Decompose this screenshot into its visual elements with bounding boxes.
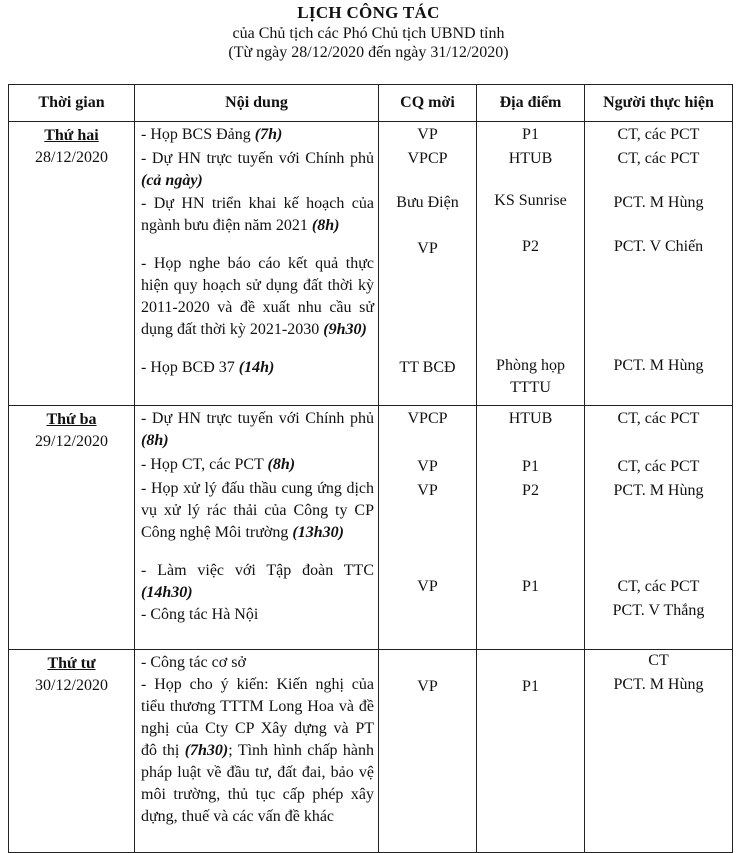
person-value: PCT. V Thắng [612,602,705,619]
content-cell [135,122,379,406]
place-cell [477,406,585,650]
day-cell [9,122,135,406]
person-value: CT, các PCT [617,410,700,427]
org-cell [379,406,477,650]
list-item: - Họp xử lý đấu thầu cung ứng dịch vụ xử lý rác thải của Công ty CP Công nghệ Môi trường (13h30) [141,480,374,541]
list-item: - Công tác cơ sở [141,654,246,671]
place-value: P2 [522,238,539,255]
org-cell [379,122,477,406]
list-item: - Họp BCĐ 37 (14h) [141,359,275,376]
person-value: PCT. M Hùng [613,482,704,499]
content-cell [135,406,379,650]
document-subtitle: của Chủ tịch các Phó Chủ tịch UBND tỉnh [232,25,505,42]
person-value: CT, các PCT [617,126,700,143]
place-value: Phòng họp [496,357,565,374]
table-row [9,122,733,406]
person-value: PCT. M Hùng [613,357,704,374]
list-item: - Họp CT, các PCT (8h) [141,456,296,473]
place-value: HTUB [508,150,553,167]
list-item: - Công tác Hà Nội [141,606,259,623]
person-value: PCT. M Hùng [613,194,704,211]
list-item: - Dự HN trực tuyến với Chính phủ (cả ngày) [141,150,374,189]
day-name: Thứ hai [44,127,99,144]
person-cell [585,122,733,406]
list-item: - Họp BCS Đảng (7h) [141,126,283,143]
list-item: - Dự HN trực tuyến với Chính phủ (8h) [141,410,374,449]
content-cell [135,650,379,853]
person-value: CT, các PCT [617,578,700,595]
org-value: VPCP [407,150,448,167]
place-cell [477,650,585,853]
place-value: TTTU [510,379,551,396]
day-name: Thứ ba [46,411,97,428]
day-date: 30/12/2020 [35,677,108,694]
list-item: - Dự HN triển khai kế hoạch của ngành bưu điện năm 2021 (8h) [141,195,374,234]
place-value: P1 [522,678,539,695]
place-value: P1 [522,458,539,475]
person-value: CT, các PCT [617,150,700,167]
org-value: VP [417,578,438,595]
org-value: VP [417,482,438,499]
header-row [9,85,733,122]
table-row [9,406,733,650]
column-header-person: Người thực hiện [585,85,733,122]
place-value: P2 [522,482,539,499]
org-value: VP [417,126,438,143]
column-header-content: Nội dung [135,85,379,122]
person-value: CT [648,652,669,669]
list-item: - Họp nghe báo cáo kết quả thực hiện quy hoạch sử dụng đất thời kỳ 2011-2020 và đề xuất nhu cầu sử dụng đất thời kỳ 2021-2030 (9h30) [141,255,374,338]
day-date: 29/12/2020 [35,433,108,450]
day-cell [9,406,135,650]
person-value: CT, các PCT [617,458,700,475]
table-row [9,650,733,853]
place-value: P1 [522,578,539,595]
list-item: - Làm việc với Tập đoàn TTC (14h30) [141,562,374,601]
day-date: 28/12/2020 [35,149,108,166]
org-value: VP [417,458,438,475]
day-cell [9,650,135,853]
list-item: - Họp cho ý kiến: Kiến nghị của tiểu thương TTTM Long Hoa và đề nghị của Cty CP Xây dựng và PT đô thị (7h30); Tình hình chấp hành pháp luật về đầu tư, đất đai, bảo vệ môi trường, thủ tục cấp phép xây dựng, thuế và các vấn đề khác [141,676,375,825]
org-value: Bưu Điện [396,194,459,211]
day-name: Thứ tư [47,655,96,672]
column-header-time: Thời gian [9,85,135,122]
org-value: VP [417,678,438,695]
column-header-org: CQ mời [379,85,477,122]
org-value: VP [417,240,438,257]
org-cell [379,650,477,853]
schedule-table [8,84,733,853]
column-header-place: Địa điểm [477,85,585,122]
place-cell [477,122,585,406]
org-value: TT BCĐ [399,359,456,376]
place-value: HTUB [508,410,553,427]
place-value: P1 [522,126,539,143]
person-cell [585,650,733,853]
person-value: PCT. M Hùng [613,676,704,693]
document-title: LỊCH CÔNG TÁC [297,3,440,22]
place-value: KS Sunrise [494,192,567,209]
person-value: PCT. V Chiến [613,238,704,255]
date-range: (Từ ngày 28/12/2020 đến ngày 31/12/2020) [228,44,509,61]
person-cell [585,406,733,650]
org-value: VPCP [407,410,448,427]
